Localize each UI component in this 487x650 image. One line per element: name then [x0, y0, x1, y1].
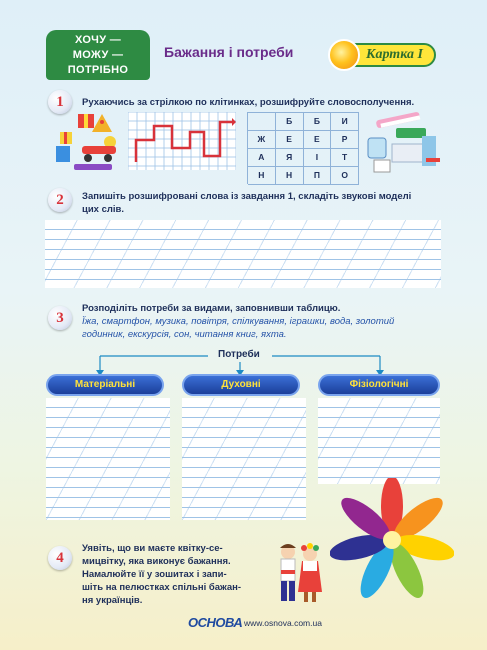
letter-cell: Е [276, 131, 304, 149]
task-3-words-line-2: годинник, екскурсія, сон, читання книг, яхта. [82, 329, 287, 340]
task-4-text-line-3: Намалюйте її у зошитах і запи- [82, 569, 227, 580]
writing-lines-task-2[interactable] [45, 220, 441, 288]
task-3-words-line-1: Їжа, смартфон, музика, повітря, спілкування, іграшки, вода, золотий [82, 316, 395, 327]
page-title: Бажання і потреби [164, 44, 294, 60]
category-spiritual: Духовні [182, 374, 300, 396]
column-physiological-lines[interactable] [318, 398, 440, 484]
topic-tag-line-3: ПОТРІБНО [67, 64, 129, 76]
letter-cell: П [304, 167, 332, 185]
gifts-toys-illustration [54, 112, 124, 176]
category-physiological: Фізіологічні [318, 374, 440, 396]
letter-cell: Б [276, 113, 304, 131]
topic-tag-line-1: ХОЧУ — [74, 34, 122, 46]
ukrainian-children-illustration [270, 540, 328, 608]
category-material: Матеріальні [46, 374, 164, 396]
task-2-text-line-1: Запишіть розшифровані слова із завдання 1, складіть звукові моделі [82, 191, 412, 202]
letter-cell: И [331, 113, 359, 131]
letter-cell: А [248, 149, 276, 167]
letter-cell: Я [276, 149, 304, 167]
hygiene-items-illustration [366, 112, 442, 178]
task-number-3: 3 [48, 306, 72, 330]
task-3-text: Розподіліть потреби за видами, заповнивши таблицю. [82, 303, 341, 314]
task-2-text-line-2: цих слів. [82, 204, 125, 215]
topic-tag [46, 30, 150, 80]
column-material-lines[interactable] [46, 398, 170, 520]
letter-cell: О [331, 167, 359, 185]
letter-cell: Е [304, 131, 332, 149]
task-number-2: 2 [48, 188, 72, 212]
letter-cell: Т [331, 149, 359, 167]
letter-cell: І [304, 149, 332, 167]
letter-cell: Р [331, 131, 359, 149]
task-number-4: 4 [48, 546, 72, 570]
topic-tag-line-2: МОЖУ — [72, 49, 124, 61]
letter-cell: Н [276, 167, 304, 185]
letter-cell: Ж [248, 131, 276, 149]
publisher-logo: ОСНОВА [188, 615, 243, 630]
maze-grid [128, 112, 236, 170]
letter-grid [247, 112, 359, 184]
letter-cell: Н [248, 167, 276, 185]
card-label: Картка I [366, 47, 423, 62]
sun-icon [328, 39, 360, 71]
task-1-text: Рухаючись за стрілкою по клітинках, розшифруйте словосполучення. [82, 97, 415, 108]
task-number-1: 1 [48, 90, 72, 114]
seven-petal-flower-illustration [330, 478, 454, 602]
task-4-text-line-2: мицвітку, яка виконує бажання. [82, 556, 231, 567]
task-4-text-line-5: ня українців. [82, 595, 143, 606]
card-badge [328, 38, 436, 72]
letter-cell [248, 113, 276, 131]
needs-root-label: Потреби [218, 349, 260, 360]
task-4-text-line-1: Уявіть, що ви маєте квітку-се- [82, 543, 223, 554]
publisher-website[interactable]: www.osnova.com.ua [244, 618, 322, 628]
column-spiritual-lines[interactable] [182, 398, 306, 520]
letter-cell: Б [304, 113, 332, 131]
task-4-text-line-4: шіть на пелюстках спільні бажан- [82, 582, 242, 593]
